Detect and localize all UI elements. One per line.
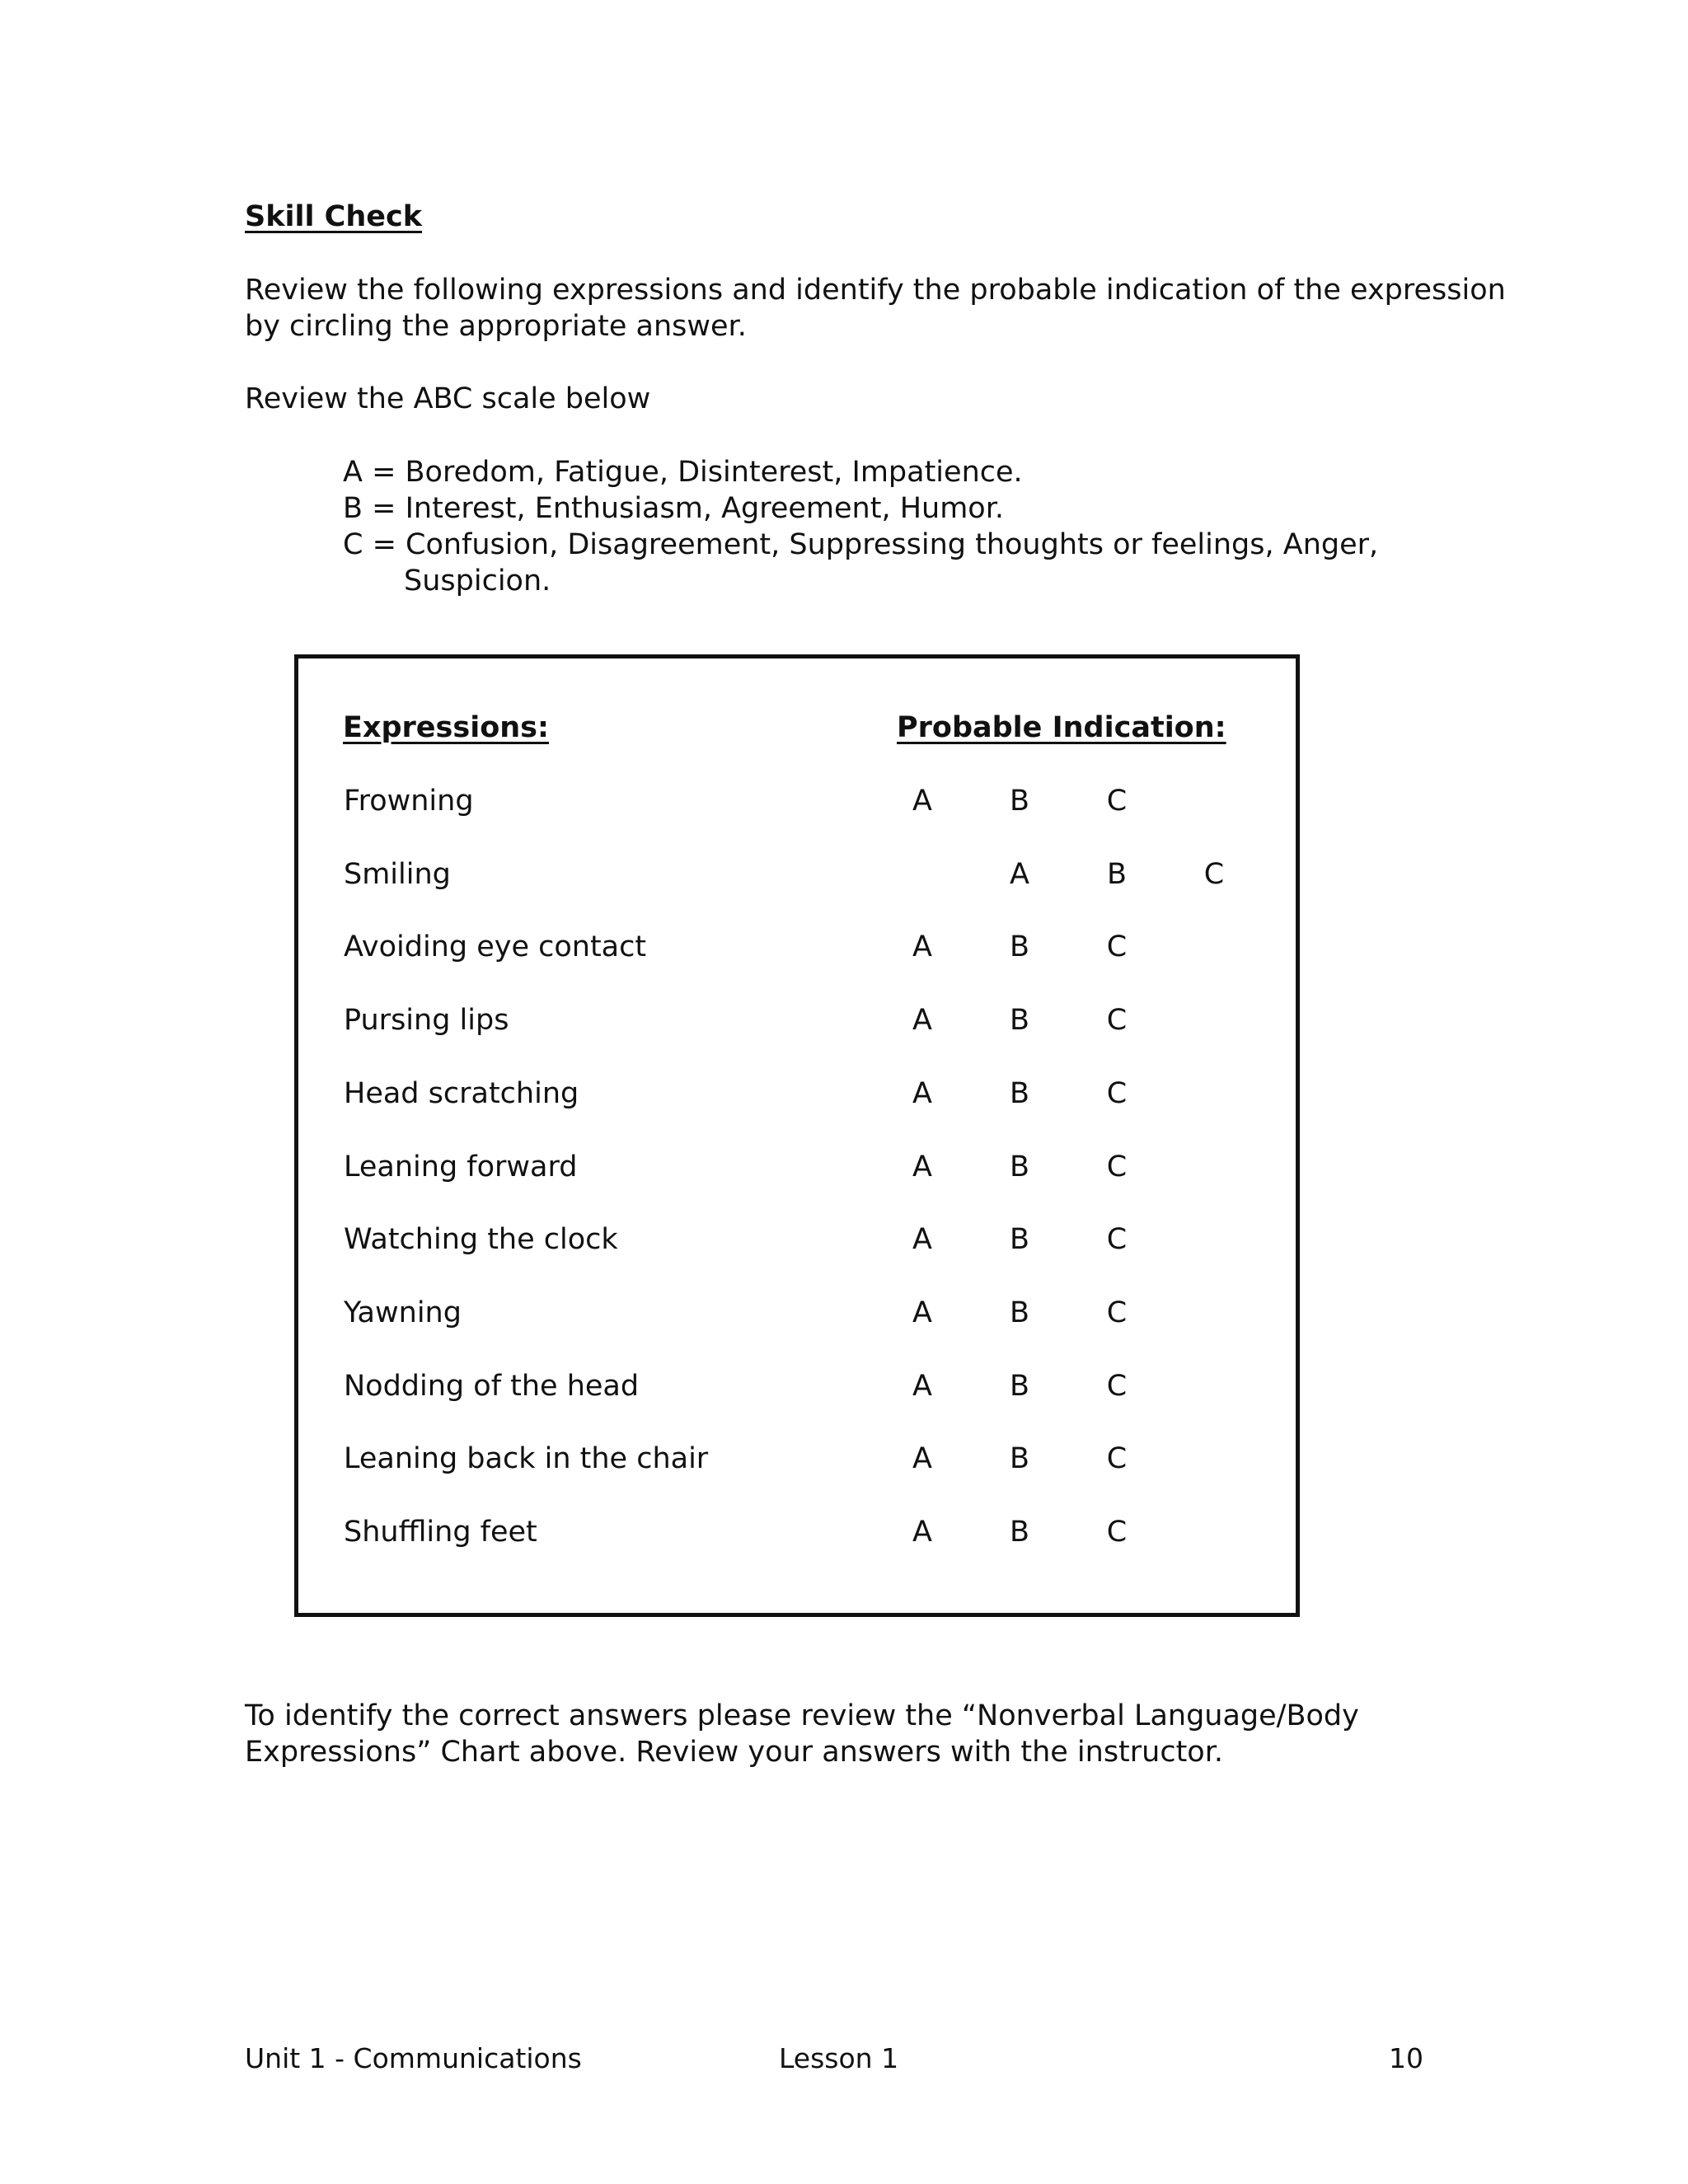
answer-option-b[interactable]: B [1009, 1442, 1029, 1475]
answer-option-a[interactable]: A [912, 785, 932, 818]
answer-option-b[interactable]: B [1009, 1516, 1029, 1549]
outro-line-1: To identify the correct answers please review the “Nonverbal Language/Body [245, 1699, 1359, 1732]
answer-option-b[interactable]: B [1009, 785, 1029, 818]
answer-option-c[interactable]: C [1106, 1151, 1128, 1183]
answer-option-c[interactable]: C [1106, 1442, 1128, 1475]
answer-option-a[interactable]: A [912, 1151, 932, 1183]
expression-label: Leaning forward [344, 1151, 578, 1183]
header-expressions: Expressions: [343, 711, 549, 744]
scale-b: B = Interest, Enthusiasm, Agreement, Humor. [343, 492, 1005, 525]
answer-option-c[interactable]: C [1203, 858, 1225, 891]
answer-option-a[interactable]: A [1010, 858, 1029, 891]
answer-option-b[interactable]: B [1009, 1004, 1029, 1037]
answer-option-a[interactable]: A [912, 1370, 932, 1403]
answer-option-b[interactable]: B [1009, 1077, 1029, 1110]
footer-page-number: 10 [1389, 2042, 1423, 2074]
answer-option-b[interactable]: B [1009, 930, 1029, 963]
expression-label: Head scratching [344, 1077, 579, 1110]
answer-option-c[interactable]: C [1106, 1223, 1128, 1256]
table-row [294, 929, 1300, 965]
expression-label: Avoiding eye contact [344, 930, 647, 963]
table-row [294, 856, 1300, 893]
table-row [294, 783, 1300, 819]
outro-line-2: Expressions” Chart above. Review your answers with the instructor. [245, 1736, 1224, 1769]
answer-option-c[interactable]: C [1106, 1077, 1128, 1110]
table-row [294, 1002, 1300, 1038]
scale-a: A = Boredom, Fatigue, Disinterest, Impatience. [343, 456, 1023, 489]
expression-label: Leaning back in the chair [344, 1442, 709, 1475]
answer-option-a[interactable]: A [912, 1004, 932, 1037]
table-row [294, 1368, 1300, 1404]
table-row [294, 1076, 1300, 1112]
table-row [294, 1295, 1300, 1331]
answer-option-b[interactable]: B [1009, 1151, 1029, 1183]
table-row [294, 1149, 1300, 1185]
page-title: Skill Check [245, 200, 423, 233]
scale-c: C = Confusion, Disagreement, Suppressing thoughts or feelings, Anger, [343, 528, 1379, 561]
expression-label: Nodding of the head [344, 1370, 640, 1403]
answer-option-b[interactable]: B [1009, 1296, 1029, 1329]
intro-line-2: by circling the appropriate answer. [245, 310, 747, 343]
answer-option-a[interactable]: A [912, 930, 932, 963]
answer-option-b[interactable]: B [1009, 1370, 1029, 1403]
table-row [294, 1441, 1300, 1477]
footer-lesson: Lesson 1 [779, 2042, 899, 2074]
answer-option-c[interactable]: C [1106, 1370, 1128, 1403]
expression-label: Pursing lips [344, 1004, 509, 1037]
answer-option-b[interactable]: B [1106, 858, 1127, 891]
scale-intro: Review the ABC scale below [245, 382, 651, 415]
answer-option-a[interactable]: A [912, 1077, 932, 1110]
intro-line-1: Review the following expressions and identify the probable indication of the expression [245, 274, 1506, 307]
table-row [294, 1514, 1300, 1550]
table-row [294, 1221, 1300, 1258]
answer-option-c[interactable]: C [1106, 785, 1128, 818]
scale-c-continued: Suspicion. [404, 565, 551, 598]
answer-option-c[interactable]: C [1106, 1516, 1128, 1549]
answer-option-c[interactable]: C [1106, 930, 1128, 963]
answer-option-c[interactable]: C [1106, 1296, 1128, 1329]
expression-label: Smiling [344, 858, 451, 891]
expression-label: Watching the clock [344, 1223, 618, 1256]
answer-option-a[interactable]: A [912, 1516, 932, 1549]
header-probable-indication: Probable Indication: [897, 711, 1226, 744]
expression-label: Shuffling feet [344, 1516, 537, 1549]
answer-option-b[interactable]: B [1009, 1223, 1029, 1256]
answer-option-a[interactable]: A [912, 1442, 932, 1475]
answer-option-a[interactable]: A [912, 1296, 932, 1329]
answer-option-c[interactable]: C [1106, 1004, 1128, 1037]
expression-label: Yawning [344, 1296, 462, 1329]
answer-option-a[interactable]: A [912, 1223, 932, 1256]
footer-unit: Unit 1 - Communications [245, 2042, 582, 2074]
expression-label: Frowning [344, 785, 474, 818]
